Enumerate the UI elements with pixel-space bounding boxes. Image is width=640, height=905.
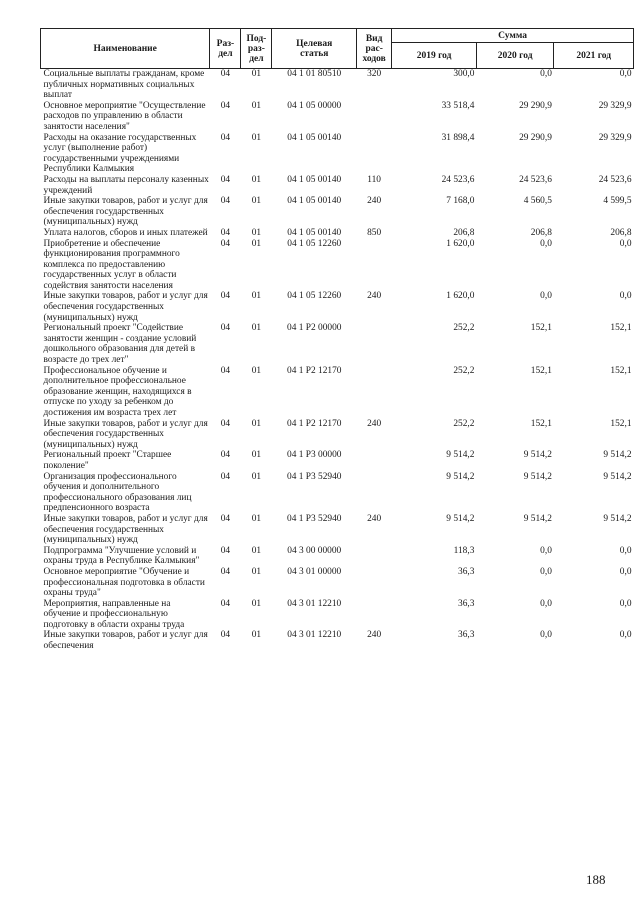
table-row — [41, 450, 634, 471]
table-row — [41, 419, 634, 451]
table-header — [41, 29, 634, 69]
table-row — [41, 599, 634, 631]
row-expense-type: 240 — [367, 630, 382, 641]
row-name: Подпрограмма "Улучшение условий и охраны труда в Республике Калмыкия" — [43, 545, 200, 567]
header-podrazdel: Под- раз- дел — [241, 29, 272, 69]
row-razdel: 04 — [220, 418, 231, 429]
row-razdel: 04 — [220, 513, 231, 524]
row-sum-2019: 7 168,0 — [446, 196, 475, 207]
row-sum-2019: 33 518,4 — [441, 100, 475, 111]
row-razdel: 04 — [220, 196, 231, 207]
row-name: Иные закупки товаров, работ и услуг для обеспечения государственных (муниципальных) нужд — [43, 418, 208, 450]
row-sum-2021: 0,0 — [619, 566, 632, 577]
budget-table — [40, 28, 634, 652]
row-expense-type — [357, 450, 392, 471]
row-sum-2021: 29 329,9 — [598, 132, 632, 143]
row-sum-2021: 0,0 — [619, 630, 632, 641]
row-razdel: 04 — [220, 630, 231, 641]
row-target-article: 04 1 05 00140 — [287, 174, 342, 185]
row-sum-2019: 1 620,0 — [446, 238, 475, 249]
row-expense-type — [357, 133, 392, 175]
row-expense-type — [357, 546, 392, 567]
row-razdel: 04 — [220, 100, 231, 111]
row-sum-2021: 152,1 — [610, 418, 632, 429]
header-sum: Сумма — [392, 29, 634, 43]
row-razdel: 04 — [220, 471, 231, 482]
row-name: Иные закупки товаров, работ и услуг для обеспечения государственных (муниципальных) нужд — [43, 196, 208, 228]
row-sum-2020: 9 514,2 — [523, 471, 552, 482]
row-razdel: 04 — [220, 450, 231, 461]
row-target-article: 04 1 P3 52940 — [287, 513, 342, 524]
row-sum-2019: 118,3 — [453, 545, 475, 556]
row-expense-type: 850 — [367, 227, 382, 238]
table-row — [41, 175, 634, 196]
table-body — [41, 69, 634, 652]
row-razdel: 04 — [220, 566, 231, 577]
table-row — [41, 472, 634, 514]
row-expense-type — [357, 366, 392, 419]
row-expense-type — [357, 239, 392, 292]
row-expense-type: 240 — [367, 196, 382, 207]
row-expense-type — [357, 599, 392, 631]
row-target-article: 04 1 05 00140 — [287, 196, 342, 207]
row-sum-2019: 300,0 — [453, 69, 475, 79]
row-sum-2020: 29 290,9 — [519, 100, 552, 111]
row-razdel: 04 — [220, 291, 231, 302]
row-name: Приобретение и обеспечение функционирования программного комплекса по предоставлению государственных услуг в области содействия занятости населения — [43, 238, 180, 291]
row-sum-2021: 9 514,2 — [603, 450, 632, 461]
row-razdel: 04 — [220, 174, 231, 185]
row-target-article: 04 3 01 12210 — [287, 598, 342, 609]
table-row — [41, 323, 634, 365]
row-sum-2021: 9 514,2 — [603, 513, 632, 524]
row-sum-2020: 9 514,2 — [523, 450, 552, 461]
row-target-article: 04 1 05 00000 — [287, 100, 342, 111]
row-podrazdel: 01 — [251, 513, 262, 524]
row-sum-2020: 0,0 — [540, 566, 552, 577]
row-target-article: 04 1 P3 52940 — [287, 471, 342, 482]
row-sum-2020: 0,0 — [540, 69, 552, 79]
row-name: Основное мероприятие "Обучение и профессиональная подготовка в области охраны труда" — [43, 566, 205, 599]
row-sum-2020: 206,8 — [530, 227, 552, 238]
row-podrazdel: 01 — [251, 291, 262, 302]
row-sum-2020: 29 290,9 — [519, 132, 552, 143]
row-name: Профессиональное обучение и дополнительное профессиональное образование женщин, находящихся в отпуске по уходу за ребенком до достижения им возраста трех лет — [43, 365, 192, 418]
row-name: Региональный проект "Содействие занятости женщин - создание условий дошкольного образования для детей в возрасте до трех лет" — [43, 323, 197, 366]
table-row — [41, 101, 634, 133]
row-name: Региональный проект "Старшее поколение" — [43, 450, 172, 471]
row-podrazdel: 01 — [251, 418, 262, 429]
row-podrazdel: 01 — [251, 630, 262, 641]
table-row — [41, 514, 634, 546]
row-podrazdel: 01 — [251, 132, 262, 143]
header-expense-type: Вид рас- ходов — [357, 29, 392, 69]
row-expense-type: 240 — [367, 291, 382, 302]
row-target-article: 04 1 P3 00000 — [287, 450, 342, 461]
row-razdel: 04 — [220, 132, 231, 143]
row-sum-2019: 31 898,4 — [441, 132, 475, 143]
row-name: Иные закупки товаров, работ и услуг для обеспечения — [43, 630, 208, 652]
row-name: Уплата налогов, сборов и иных платежей — [43, 227, 208, 238]
row-razdel: 04 — [220, 598, 231, 609]
row-podrazdel: 01 — [251, 100, 262, 111]
row-sum-2021: 206,8 — [610, 227, 632, 238]
table-row — [41, 291, 634, 323]
row-sum-2019: 9 514,2 — [446, 471, 475, 482]
row-sum-2021: 0,0 — [619, 545, 632, 556]
header-year-2021: 2021 год — [554, 43, 634, 69]
row-podrazdel: 01 — [251, 69, 262, 79]
page-number: 188 — [586, 872, 606, 887]
row-target-article: 04 1 P2 00000 — [287, 323, 342, 334]
row-expense-type: 240 — [367, 513, 382, 524]
row-expense-type: 110 — [367, 174, 381, 185]
row-sum-2020: 152,1 — [530, 418, 552, 429]
row-sum-2020: 152,1 — [530, 323, 552, 334]
row-podrazdel: 01 — [251, 450, 262, 461]
row-expense-type: 320 — [367, 69, 382, 79]
row-razdel: 04 — [220, 69, 231, 79]
row-target-article: 04 3 01 00000 — [287, 566, 342, 577]
table-row — [41, 366, 634, 419]
row-target-article: 04 3 01 12210 — [287, 630, 342, 641]
header-razdel: Раз- дел — [210, 29, 241, 69]
row-name: Мероприятия, направленные на обучение и профессиональную подготовку в области охраны труда — [43, 598, 185, 630]
row-sum-2021: 152,1 — [610, 365, 632, 376]
row-podrazdel: 01 — [251, 323, 262, 334]
row-expense-type — [357, 101, 392, 133]
row-razdel: 04 — [220, 323, 231, 334]
table-row — [41, 228, 634, 239]
row-razdel: 04 — [220, 227, 231, 238]
row-sum-2020: 152,1 — [530, 365, 552, 376]
row-sum-2019: 206,8 — [453, 227, 475, 238]
header-year-2019: 2019 год — [392, 43, 477, 69]
row-sum-2021: 0,0 — [619, 291, 632, 302]
row-sum-2020: 0,0 — [540, 630, 552, 641]
row-sum-2020: 9 514,2 — [523, 513, 552, 524]
row-target-article: 04 3 00 00000 — [287, 545, 342, 556]
row-podrazdel: 01 — [251, 471, 262, 482]
row-expense-type: 240 — [367, 418, 382, 429]
table-row — [41, 567, 634, 599]
row-podrazdel: 01 — [251, 566, 262, 577]
row-sum-2019: 24 523,6 — [441, 174, 475, 185]
header-name: Наименование — [41, 29, 210, 69]
row-expense-type — [357, 472, 392, 514]
table-row — [41, 69, 634, 101]
budget-table-sheet — [40, 28, 634, 652]
row-razdel: 04 — [220, 238, 231, 249]
row-sum-2021: 24 523,6 — [598, 174, 632, 185]
row-name: Расходы на выплаты персоналу казенных учреждений — [43, 174, 209, 196]
row-podrazdel: 01 — [251, 365, 262, 376]
header-year-2020: 2020 год — [476, 43, 553, 69]
table-row — [41, 546, 634, 567]
row-name: Основное мероприятие "Осуществление расходов по управлению в области занятости населения" — [43, 100, 206, 132]
row-sum-2020: 0,0 — [540, 598, 552, 609]
row-podrazdel: 01 — [251, 238, 262, 249]
row-expense-type — [357, 567, 392, 599]
row-name: Иные закупки товаров, работ и услуг для обеспечения государственных (муниципальных) нужд — [43, 513, 208, 546]
row-sum-2019: 36,3 — [458, 630, 475, 641]
row-sum-2021: 0,0 — [619, 238, 632, 249]
row-podrazdel: 01 — [251, 227, 262, 238]
row-target-article: 04 1 05 12260 — [287, 291, 342, 302]
row-sum-2019: 252,2 — [453, 323, 475, 334]
row-sum-2020: 0,0 — [540, 238, 552, 249]
row-name: Организация профессионального обучения и дополнительного профессионального образования лиц предпенсионного возраста — [43, 471, 192, 514]
row-podrazdel: 01 — [251, 545, 262, 556]
row-sum-2019: 252,2 — [453, 365, 475, 376]
row-sum-2019: 36,3 — [458, 598, 475, 609]
table-row — [41, 239, 634, 292]
table-row — [41, 196, 634, 228]
row-sum-2020: 4 560,5 — [523, 196, 552, 207]
row-name: Социальные выплаты гражданам, кроме публичных нормативных социальных выплат — [43, 69, 205, 101]
row-sum-2020: 24 523,6 — [519, 174, 552, 185]
row-target-article: 04 1 P2 12170 — [287, 365, 342, 376]
row-sum-2021: 9 514,2 — [603, 471, 632, 482]
row-sum-2019: 9 514,2 — [446, 450, 475, 461]
row-sum-2020: 0,0 — [540, 545, 552, 556]
row-sum-2021: 152,1 — [610, 323, 632, 334]
table-row — [41, 133, 634, 175]
row-sum-2021: 0,0 — [619, 69, 632, 79]
row-sum-2019: 9 514,2 — [446, 513, 475, 524]
row-podrazdel: 01 — [251, 174, 262, 185]
row-name: Иные закупки товаров, работ и услуг для обеспечения государственных (муниципальных) нужд — [43, 291, 208, 323]
row-name: Расходы на оказание государственных услуг (выполнение работ) государственными учреждениями Республики Калмыкия — [43, 132, 197, 175]
row-podrazdel: 01 — [251, 598, 262, 609]
row-sum-2019: 1 620,0 — [446, 291, 475, 302]
row-podrazdel: 01 — [251, 196, 262, 207]
row-expense-type — [357, 323, 392, 365]
row-sum-2019: 252,2 — [453, 418, 475, 429]
row-target-article: 04 1 05 00140 — [287, 227, 342, 238]
row-sum-2021: 4 599,5 — [603, 196, 632, 207]
row-razdel: 04 — [220, 545, 231, 556]
row-sum-2021: 0,0 — [619, 598, 632, 609]
row-target-article: 04 1 01 80510 — [287, 69, 342, 79]
header-target-article: Целевая статья — [272, 29, 357, 69]
row-sum-2021: 29 329,9 — [598, 100, 632, 111]
table-row — [41, 630, 634, 651]
row-sum-2019: 36,3 — [458, 566, 475, 577]
row-target-article: 04 1 05 00140 — [287, 132, 342, 143]
row-target-article: 04 1 05 12260 — [287, 238, 342, 249]
row-razdel: 04 — [220, 365, 231, 376]
row-target-article: 04 1 P2 12170 — [287, 418, 342, 429]
row-sum-2020: 0,0 — [540, 291, 552, 302]
